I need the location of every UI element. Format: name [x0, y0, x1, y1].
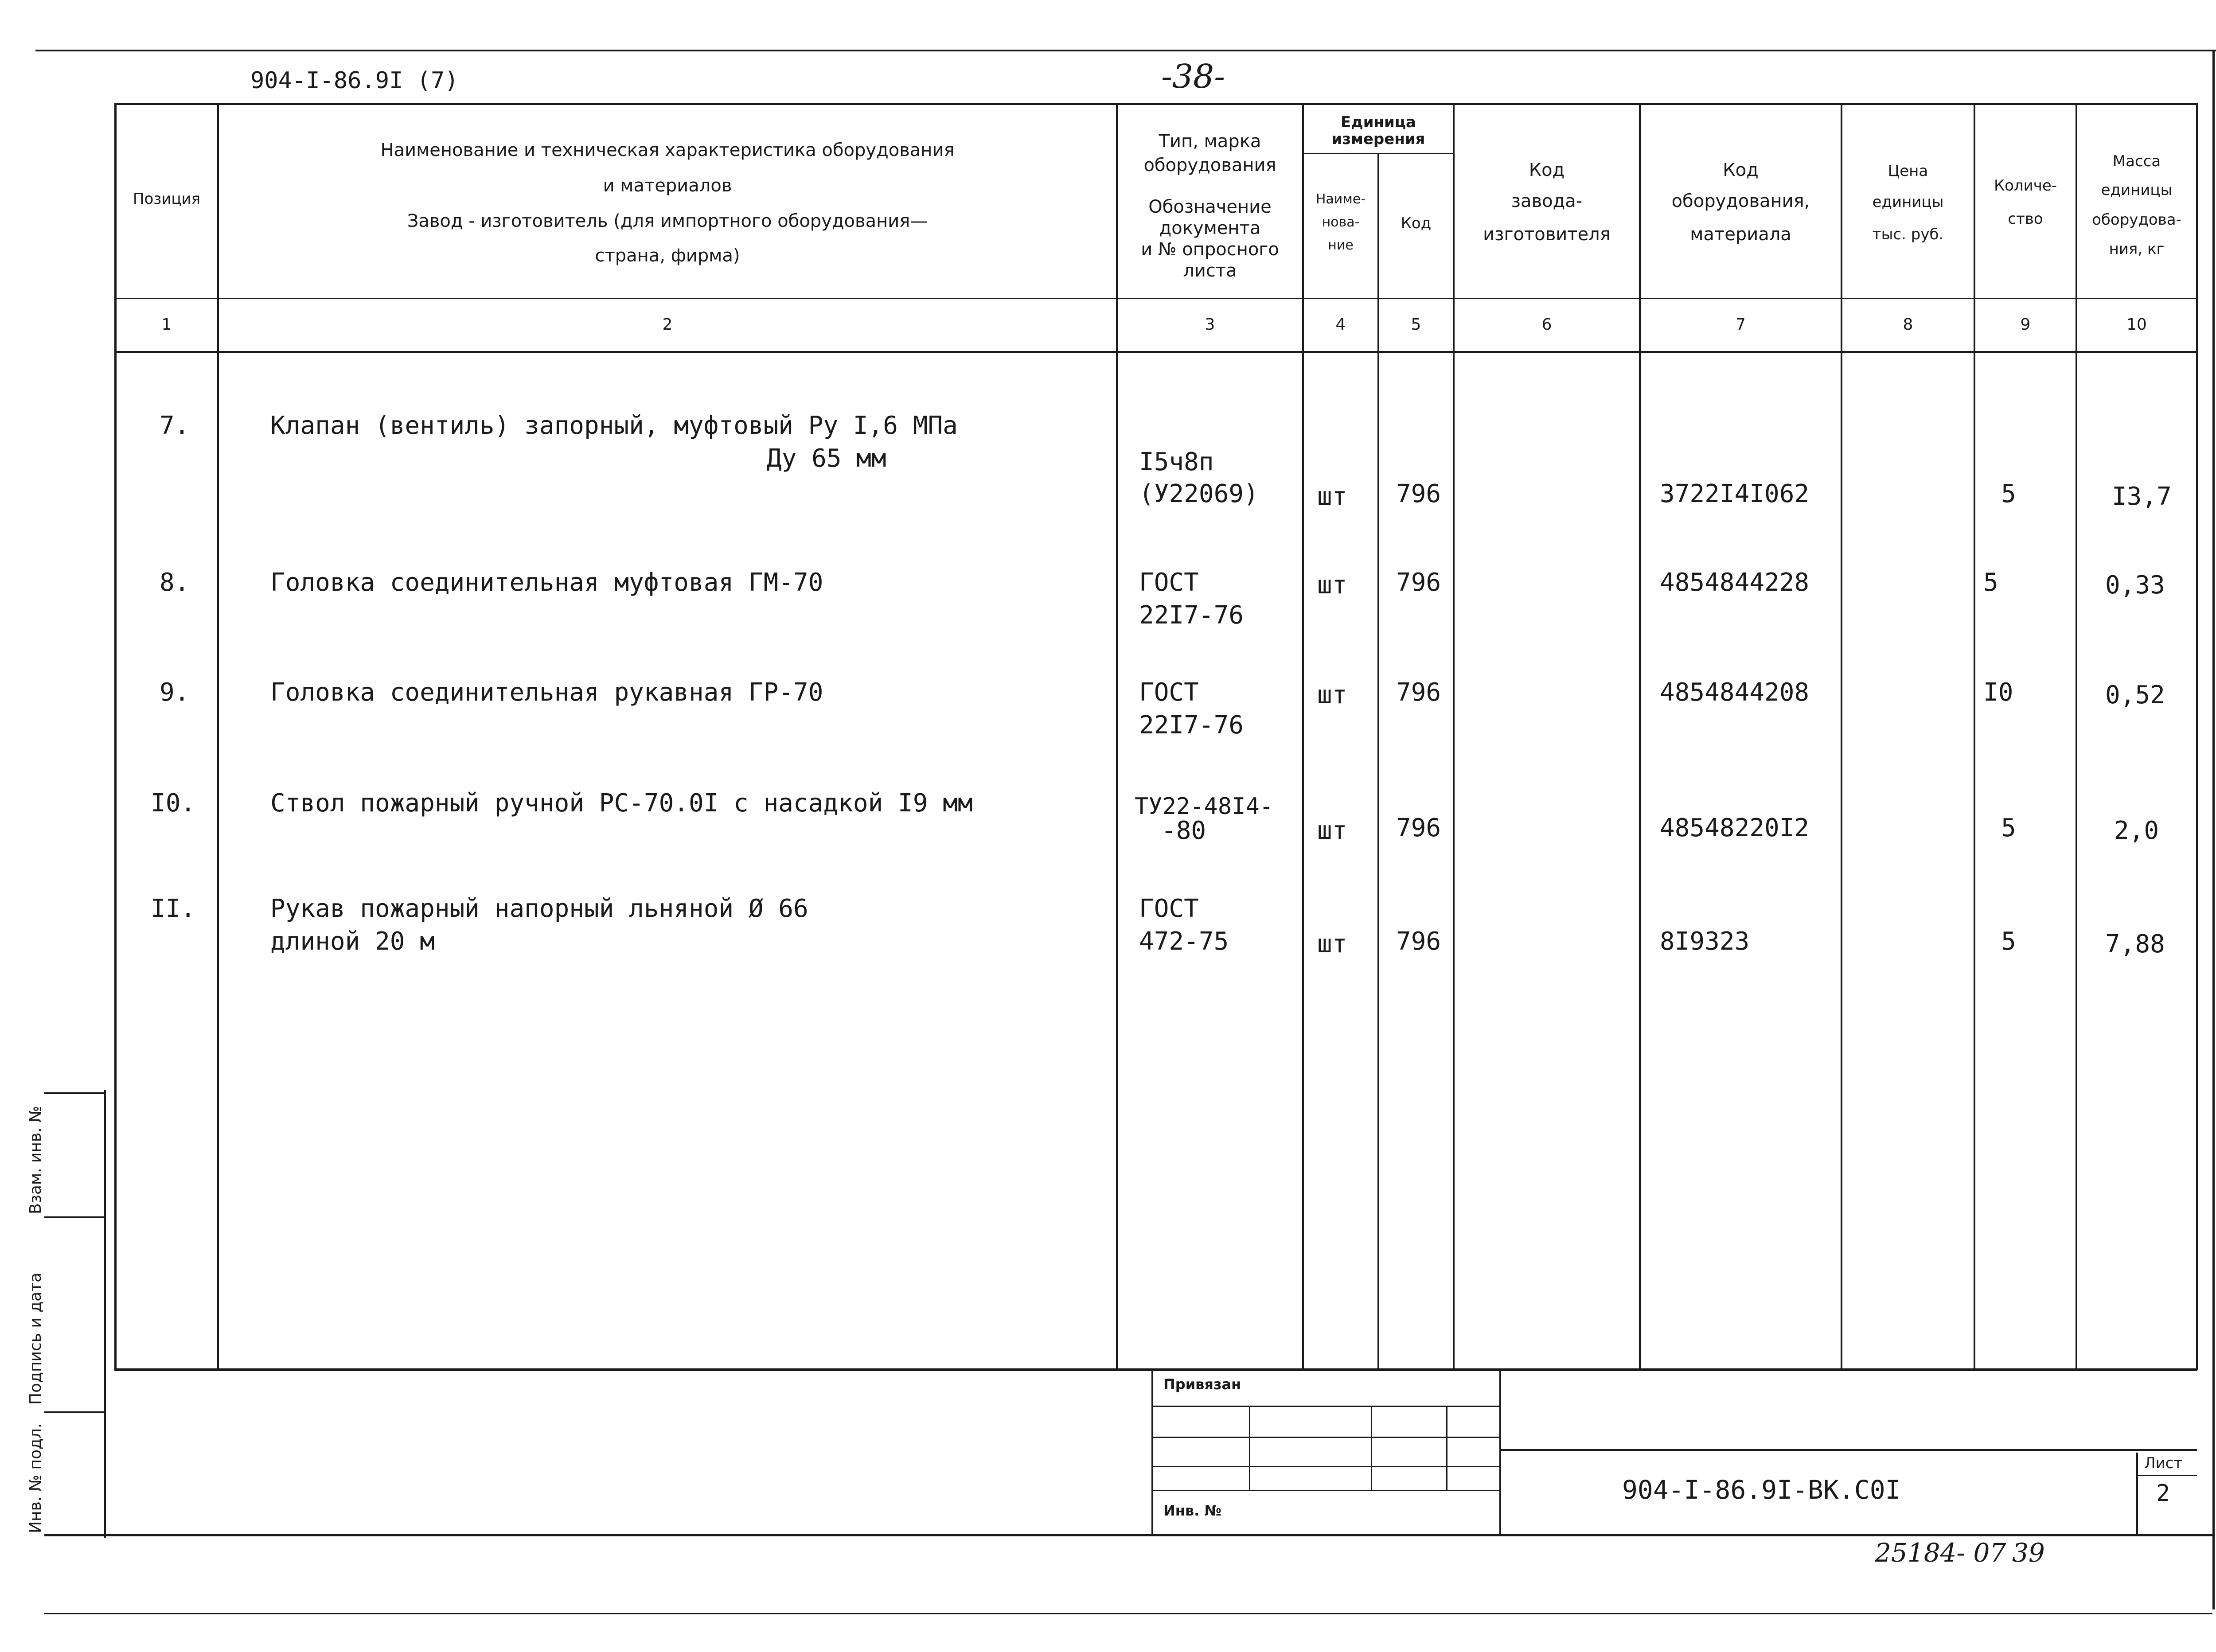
- row-unit-code: 796: [1396, 814, 1441, 842]
- column-number: 5: [1411, 316, 1421, 334]
- stamp-sheet-number: 2: [2156, 1480, 2170, 1507]
- margin-strip-divider: [44, 1092, 105, 1094]
- column-number-divider-line: [114, 351, 2197, 353]
- col-line-4: [1377, 153, 1379, 1368]
- header-price-line3: тыс. руб.: [1872, 226, 1944, 243]
- row-type-line1: ГОСТ: [1139, 568, 1199, 597]
- header-unit-name-line2: нова-: [1322, 214, 1360, 230]
- row-position: II.: [151, 894, 196, 923]
- stamp-inventory-label: Инв. №: [1163, 1502, 1221, 1519]
- margin-label-signature-date: Подпись и дата: [27, 1272, 45, 1405]
- margin-strip-divider: [44, 1216, 105, 1218]
- row-type-line2: 22I7-76: [1139, 711, 1244, 740]
- row-quantity: 5: [2001, 814, 2016, 842]
- row-unit-code: 796: [1396, 927, 1441, 956]
- table-left-line: [114, 103, 117, 1370]
- stamp-sheet-divider: [2138, 1475, 2197, 1476]
- header-mass-line3: оборудова-: [2092, 211, 2181, 229]
- row-unit-code: 796: [1396, 568, 1441, 597]
- row-equipment-code: 48548220I2: [1660, 814, 1810, 842]
- column-number: 2: [662, 316, 673, 334]
- header-price-line2: единицы: [1872, 193, 1944, 211]
- row-quantity: 5: [2001, 479, 2016, 508]
- row-equipment-code: 4854844228: [1660, 568, 1810, 597]
- col-line-2: [1116, 103, 1118, 1368]
- table-bottom-line: [114, 1368, 2197, 1371]
- stamp-grid-v: [1446, 1406, 1447, 1491]
- row-name-line1: Ствол пожарный ручной РС-70.0I с насадкой I9 мм: [270, 789, 973, 818]
- header-type-line3: Обозначение: [1148, 197, 1272, 217]
- row-unit-code: 796: [1396, 479, 1441, 508]
- frame-lower-line: [44, 1613, 2212, 1614]
- frame-right-line: [2212, 50, 2215, 1609]
- header-factory-line1: Код: [1529, 160, 1565, 180]
- header-name-line1: Наименование и техническая характеристика оборудования: [380, 140, 955, 160]
- stamp-designation-line: [1501, 1449, 2197, 1451]
- row-type-line2: (У22069): [1139, 479, 1259, 508]
- row-name-line1: Головка соединительная муфтовая ГМ-70: [270, 568, 823, 597]
- column-number: 4: [1335, 316, 1346, 334]
- row-unit: шт: [1317, 681, 1347, 709]
- row-type-line1: I5ч8п: [1139, 448, 1214, 476]
- header-equip-line2: оборудования,: [1671, 191, 1810, 211]
- stamp-designation: 904-I-86.9I-ВК.С0I: [1622, 1475, 1901, 1505]
- row-mass: 2,0: [2114, 816, 2159, 845]
- header-type-line1: Тип, марка: [1159, 131, 1261, 152]
- header-equip-line1: Код: [1723, 160, 1759, 180]
- row-unit: шт: [1317, 571, 1347, 600]
- table-top-line: [114, 103, 2197, 105]
- header-name-line4: страна, фирма): [595, 245, 740, 266]
- row-quantity: I0: [1983, 678, 2013, 707]
- header-factory-line2: завода-: [1511, 191, 1583, 211]
- stamp-mid-line: [1499, 1370, 1501, 1535]
- header-unit-name-line1: Наиме-: [1315, 191, 1366, 207]
- stamp-linked-label: Привязан: [1163, 1376, 1241, 1393]
- header-qty-line1: Количе-: [1994, 177, 2057, 195]
- header-unit-group-line1: Единица: [1341, 113, 1416, 131]
- column-number: 10: [2126, 316, 2147, 334]
- row-equipment-code: 8I9323: [1660, 927, 1750, 956]
- margin-label-replacement-inv: Взам. инв. №: [27, 1106, 45, 1214]
- page-mark: -38-: [1161, 58, 1225, 96]
- col-line-5: [1453, 103, 1455, 1368]
- stamp-left-line: [1151, 1370, 1153, 1535]
- header-unit-group-line2: измерения: [1331, 130, 1425, 148]
- margin-label-original-inv: Инв. № подл.: [27, 1423, 45, 1533]
- footer-archive-number: 25184- 07: [1875, 1538, 2006, 1568]
- header-unit-code: Код: [1401, 214, 1432, 232]
- column-number: 8: [1903, 316, 1913, 334]
- header-name-line3: Завод - изготовитель (для импортного оборудования—: [407, 211, 928, 231]
- row-mass: I3,7: [2112, 482, 2172, 511]
- row-quantity: 5: [2001, 927, 2016, 956]
- row-position: I0.: [151, 789, 196, 818]
- col-line-6: [1639, 103, 1641, 1368]
- row-position: 8.: [160, 568, 190, 597]
- header-mass-line1: Масса: [2112, 152, 2161, 170]
- col-line-7: [1841, 103, 1842, 1368]
- document-code-top: 904-I-86.9I (7): [250, 67, 459, 94]
- header-equip-line3: материала: [1690, 224, 1791, 245]
- header-position: Позиция: [133, 190, 201, 208]
- unit-group-divider: [1303, 153, 1454, 154]
- row-unit-code: 796: [1396, 678, 1441, 707]
- column-number: 7: [1736, 316, 1746, 334]
- header-type-line4: документа: [1159, 218, 1261, 238]
- stamp-sheet-line: [2136, 1453, 2138, 1535]
- row-type-line1: ГОСТ: [1139, 678, 1199, 707]
- col-line-8: [1974, 103, 1975, 1368]
- table-right-line: [2196, 103, 2198, 1370]
- column-number: 6: [1541, 316, 1552, 334]
- row-unit: шт: [1317, 816, 1347, 845]
- row-mass: 0,52: [2105, 681, 2165, 709]
- stamp-grid-v: [1371, 1406, 1372, 1491]
- row-name-line2: длиной 20 м: [270, 927, 435, 956]
- row-type-line1: ГОСТ: [1139, 894, 1199, 923]
- row-equipment-code: 4854844208: [1660, 678, 1810, 707]
- footer-page-number: 39: [2012, 1538, 2045, 1568]
- column-number: 9: [2020, 316, 2031, 334]
- row-name-line1: Головка соединительная рукавная ГР-70: [270, 678, 823, 707]
- margin-strip-line: [104, 1090, 106, 1538]
- row-name-line2: Ду 65 мм: [767, 444, 886, 473]
- header-unit-name-line3: ние: [1328, 238, 1354, 253]
- row-position: 9.: [160, 678, 190, 707]
- row-name-line1: Клапан (вентиль) запорный, муфтовый Ру I,6 МПа: [270, 411, 958, 440]
- column-number: 3: [1205, 316, 1215, 334]
- header-qty-line2: ство: [2008, 210, 2043, 228]
- column-number: 1: [161, 316, 172, 334]
- row-unit: шт: [1317, 482, 1347, 511]
- stamp-grid-v: [1249, 1406, 1250, 1491]
- margin-strip-divider: [44, 1411, 105, 1413]
- row-mass: 0,33: [2105, 571, 2165, 600]
- row-position: 7.: [160, 411, 190, 440]
- row-unit: шт: [1317, 930, 1347, 958]
- header-type-line2: оборудования: [1143, 155, 1276, 175]
- header-divider-line: [114, 298, 2197, 299]
- frame-top-line: [35, 50, 2216, 51]
- stamp-sheet-label: Лист: [2144, 1454, 2183, 1472]
- frame-bottom-line: [44, 1534, 2212, 1536]
- row-type-line2: 472-75: [1139, 927, 1229, 956]
- row-type-line1: ТУ22-48I4-: [1135, 793, 1274, 820]
- row-equipment-code: 3722I4I062: [1660, 479, 1810, 508]
- col-line-3: [1302, 103, 1304, 1368]
- col-line-1: [217, 103, 219, 1368]
- header-type-line5: и № опросного: [1141, 239, 1279, 260]
- header-price-line1: Цена: [1888, 162, 1928, 180]
- row-mass: 7,88: [2105, 930, 2165, 958]
- header-mass-line4: ния, кг: [2109, 240, 2165, 258]
- row-type-line2: -80: [1161, 816, 1206, 845]
- row-name-line1: Рукав пожарный напорный льняной Ø 66: [270, 894, 808, 923]
- header-factory-line3: изготовителя: [1483, 224, 1611, 245]
- header-type-line6: листа: [1183, 261, 1237, 281]
- row-type-line2: 22I7-76: [1139, 601, 1244, 630]
- row-quantity: 5: [1983, 568, 1998, 597]
- header-name-line2: и материалов: [603, 175, 732, 196]
- col-line-9: [2076, 103, 2077, 1368]
- header-mass-line2: единицы: [2101, 181, 2173, 199]
